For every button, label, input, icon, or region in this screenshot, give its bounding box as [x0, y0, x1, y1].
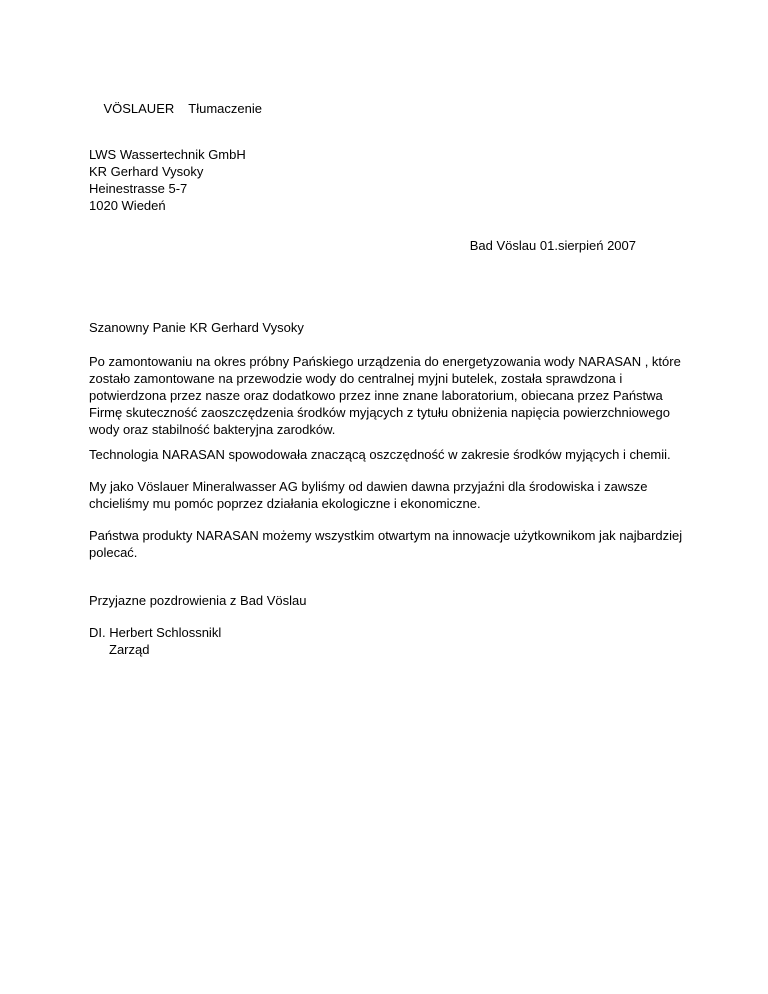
date-line: Bad Vöslau 01.sierpień 2007 — [469, 238, 636, 253]
letter-heading — [89, 83, 689, 134]
signature-name: DI. Herbert Schlossnikl — [89, 625, 222, 640]
recipient-line-1: LWS Wassertechnik GmbH — [89, 147, 246, 162]
recipient-line-2: KR Gerhard Vysoky — [89, 164, 204, 179]
salutation: Szanowny Panie KR Gerhard Vysoky — [89, 320, 304, 335]
recipient-line-4: 1020 Wiedeń — [89, 198, 166, 213]
signature-block — [89, 624, 689, 658]
paragraph-2: Technologia NARASAN spowodowała znaczącą oszczędność w zakresie środków myjących i chemii. — [89, 447, 671, 462]
paragraph-4: Państwa produkty NARASAN możemy wszystkim otwartym na innowacje użytkownikom jak najbardziej polecać. — [89, 528, 683, 560]
signature-role: Zarząd — [109, 642, 150, 657]
paragraph-3: My jako Vöslauer Mineralwasser AG byliśmy od dawien dawna przyjaźni dla środowiska i zawsze chcieliśmy mu pomóc poprzez działania ekologiczne i ekonomiczne. — [89, 479, 648, 511]
heading-company: VÖSLAUER — [103, 101, 175, 116]
closing-greeting: Przyjazne pozdrowienia z Bad Vöslau — [89, 593, 307, 608]
recipient-line-3: Heinestrasse 5-7 — [89, 181, 188, 196]
heading-label: Tłumaczenie — [188, 101, 262, 116]
recipient-address — [89, 146, 689, 214]
paragraph-1: Po zamontowaniu na okres próbny Pańskiego urządzenia do energetyzowania wody NARASAN , które zostało zamontowane na przewodzie wody do centralnej myjni butelek, została sprawdzona i potwierdzona przez nasze oraz dodatkowo przez inne znane laboratorium, obiecana przez Państwa Firmę skuteczność zaoszczędzenia środków myjących z tytułu obniżenia napięcia powierzchniowego wody oraz stabilność bakteryjna zarodków. — [89, 354, 681, 437]
